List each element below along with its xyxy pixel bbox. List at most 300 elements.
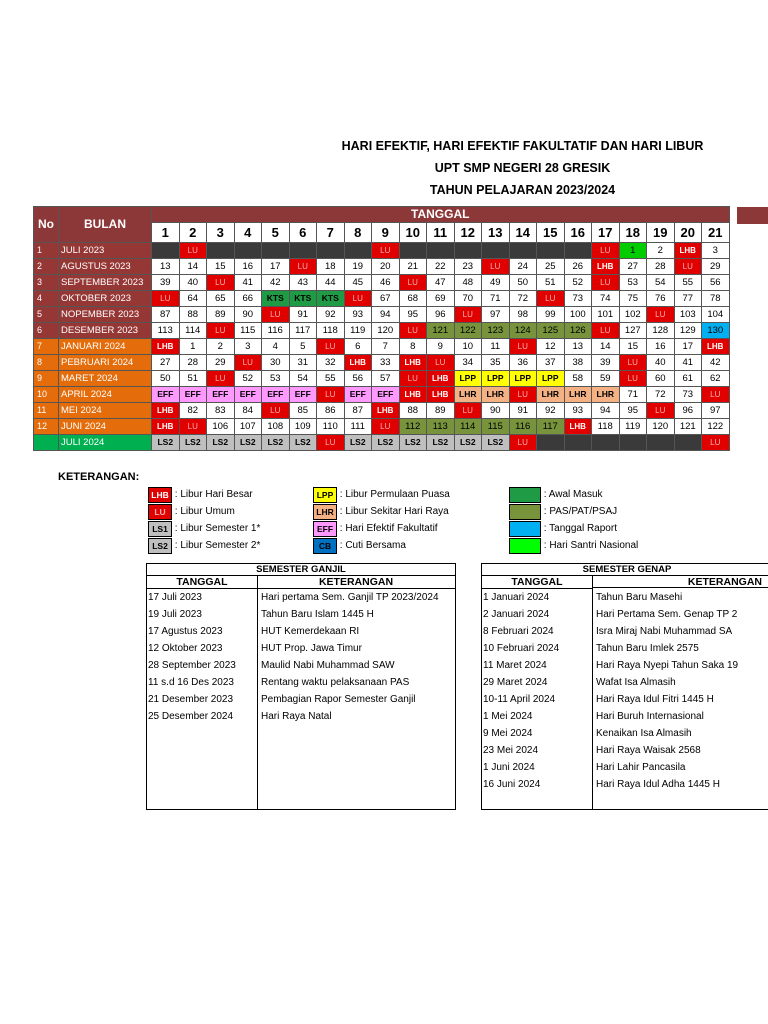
sem-desc: Hari Lahir Pancasila: [596, 762, 686, 773]
doc-title-line2: UPT SMP NEGERI 28 GRESIK: [434, 161, 611, 175]
day-cell: LS2: [399, 435, 427, 451]
table-row: [34, 307, 730, 323]
day-cell: EFF: [152, 387, 180, 403]
row-no: 3: [34, 275, 59, 291]
day-cell: 53: [262, 371, 290, 387]
sem-desc: Hari Raya Waisak 2568: [596, 745, 701, 756]
day-cell: 16: [647, 339, 675, 355]
day-cell: LU: [537, 291, 565, 307]
day-cell: 68: [399, 291, 427, 307]
sem-date: 19 Juli 2023: [148, 609, 202, 620]
day-cell: LS2: [207, 435, 235, 451]
day-cell: 83: [207, 403, 235, 419]
sem-desc: HUT Prop. Jawa Timur: [261, 643, 362, 654]
sem-desc: Hari Raya Natal: [261, 711, 332, 722]
day-cell: 119: [344, 323, 372, 339]
legend-label: : Libur Permulaan Puasa: [337, 489, 450, 500]
day-cell: 60: [647, 371, 675, 387]
day-number-5: 5: [262, 223, 290, 243]
day-cell: 115: [234, 323, 262, 339]
day-cell: 67: [372, 291, 400, 307]
sem-date: 25 Desember 2024: [148, 711, 234, 722]
day-cell: 97: [482, 307, 510, 323]
legend-swatch: LHR: [313, 504, 337, 520]
legend-label: : PAS/PAT/PSAJ: [541, 506, 618, 517]
day-cell: LPP: [482, 371, 510, 387]
day-cell: LPP: [509, 371, 537, 387]
legend-item: [509, 521, 617, 537]
day-cell: 56: [702, 275, 730, 291]
day-cell: 42: [702, 355, 730, 371]
day-cell: 125: [537, 323, 565, 339]
row-month: JULI 2023: [59, 243, 152, 259]
row-no: 8: [34, 355, 59, 371]
day-cell: 10: [454, 339, 482, 355]
day-cell: LHB: [427, 387, 455, 403]
table-row: [34, 403, 730, 419]
day-cell: 126: [564, 323, 592, 339]
day-cell: 114: [179, 323, 207, 339]
day-cell: 54: [647, 275, 675, 291]
day-cell: LHB: [399, 387, 427, 403]
day-cell: [619, 435, 647, 451]
day-cell: LU: [509, 387, 537, 403]
day-cell: [454, 243, 482, 259]
sem-desc: Hari Raya Idul Fitri 1445 H: [596, 694, 714, 705]
semester-genap-title: SEMESTER GENAP: [482, 564, 768, 576]
day-cell: LU: [702, 435, 730, 451]
day-cell: EFF: [289, 387, 317, 403]
day-cell: 77: [674, 291, 702, 307]
day-cell: LU: [207, 371, 235, 387]
day-cell: 29: [702, 259, 730, 275]
day-cell: 78: [702, 291, 730, 307]
day-cell: 124: [509, 323, 537, 339]
day-cell: LU: [482, 259, 510, 275]
day-cell: LHR: [454, 387, 482, 403]
day-cell: LU: [207, 275, 235, 291]
day-cell: LU: [427, 355, 455, 371]
row-no: 10: [34, 387, 59, 403]
sem-desc: Tahun Baru Imlek 2575: [596, 643, 699, 654]
semester-ganjil-table: [146, 563, 456, 810]
day-cell: 37: [537, 355, 565, 371]
day-cell: 111: [344, 419, 372, 435]
day-cell: 71: [619, 387, 647, 403]
sem-desc: Hari pertama Sem. Ganjil TP 2023/2024: [261, 592, 439, 603]
day-cell: 76: [647, 291, 675, 307]
day-cell: LU: [619, 355, 647, 371]
day-cell: LU: [509, 435, 537, 451]
col-tanggal-header: TANGGAL: [152, 207, 730, 223]
sem-desc: Tahun Baru Masehi: [596, 592, 683, 603]
doc-title-line3: TAHUN PELAJARAN 2023/2024: [429, 183, 616, 197]
sem-date: 16 Juni 2024: [483, 779, 541, 790]
row-no: 7: [34, 339, 59, 355]
row-month: JULI 2024: [59, 435, 152, 451]
day-cell: LU: [372, 243, 400, 259]
day-cell: LHR: [592, 387, 620, 403]
day-cell: 28: [179, 355, 207, 371]
day-cell: 73: [564, 291, 592, 307]
table-row: [34, 291, 730, 307]
sem-desc: Kenaikan Isa Almasih: [596, 728, 692, 739]
day-cell: LHB: [427, 371, 455, 387]
day-cell: 110: [317, 419, 345, 435]
day-number-2: 2: [179, 223, 207, 243]
sem-desc: Maulid Nabi Muhammad SAW: [261, 660, 395, 671]
sem-desc: Isra Miraj Nabi Muhammad SA: [596, 626, 733, 637]
day-cell: 2: [207, 339, 235, 355]
day-cell: LU: [344, 291, 372, 307]
day-cell: 86: [317, 403, 345, 419]
day-cell: 46: [372, 275, 400, 291]
day-number-19: 19: [647, 223, 675, 243]
legend-label: : Awal Masuk: [541, 489, 603, 500]
day-cell: 103: [674, 307, 702, 323]
day-cell: 100: [564, 307, 592, 323]
day-number-6: 6: [289, 223, 317, 243]
day-cell: 31: [289, 355, 317, 371]
sem-date: 9 Mei 2024: [483, 728, 533, 739]
day-cell: 112: [399, 419, 427, 435]
day-cell: [509, 243, 537, 259]
day-cell: [152, 243, 180, 259]
day-cell: KTS: [317, 291, 345, 307]
day-cell: 19: [344, 259, 372, 275]
day-cell: 98: [509, 307, 537, 323]
legend-item: [148, 504, 235, 520]
day-cell: LU: [619, 371, 647, 387]
sem-date: 28 September 2023: [148, 660, 236, 671]
day-cell: 36: [509, 355, 537, 371]
day-cell: 2: [647, 243, 675, 259]
day-number-20: 20: [674, 223, 702, 243]
legend-label: : Libur Sekitar Hari Raya: [337, 506, 449, 517]
day-cell: 122: [454, 323, 482, 339]
day-cell: 4: [262, 339, 290, 355]
sem-date: 12 Oktober 2023: [148, 643, 223, 654]
sem-desc: Hari Raya Idul Adha 1445 H: [596, 779, 720, 790]
day-cell: 52: [564, 275, 592, 291]
col-bulan-header: BULAN: [59, 207, 152, 243]
day-cell: 15: [207, 259, 235, 275]
day-cell: LU: [179, 419, 207, 435]
table-row: [34, 323, 730, 339]
day-cell: 121: [674, 419, 702, 435]
day-number-3: 3: [207, 223, 235, 243]
day-cell: 88: [179, 307, 207, 323]
day-cell: 89: [207, 307, 235, 323]
sem-date: 8 Februari 2024: [483, 626, 554, 637]
day-cell: 27: [152, 355, 180, 371]
table-row: [34, 419, 730, 435]
day-cell: LS2: [289, 435, 317, 451]
day-cell: 57: [372, 371, 400, 387]
day-cell: 42: [262, 275, 290, 291]
day-cell: 18: [317, 259, 345, 275]
row-month: APRIL 2024: [59, 387, 152, 403]
day-cell: LU: [647, 307, 675, 323]
sem-desc: Hari Pertama Sem. Genap TP 2: [596, 609, 738, 620]
day-cell: 32: [317, 355, 345, 371]
day-cell: 118: [317, 323, 345, 339]
day-cell: 47: [427, 275, 455, 291]
day-cell: LHB: [152, 403, 180, 419]
genap-col-tanggal: TANGGAL: [482, 576, 592, 589]
day-cell: LU: [592, 323, 620, 339]
legend-swatch: LS2: [148, 538, 172, 554]
day-cell: 53: [619, 275, 647, 291]
day-cell: [427, 243, 455, 259]
day-cell: 71: [482, 291, 510, 307]
table-row: [34, 355, 730, 371]
legend-label: : Libur Hari Besar: [172, 489, 253, 500]
day-cell: 14: [179, 259, 207, 275]
day-cell: 66: [234, 291, 262, 307]
day-cell: 13: [564, 339, 592, 355]
day-cell: LU: [207, 323, 235, 339]
day-cell: 45: [344, 275, 372, 291]
day-cell: 55: [674, 275, 702, 291]
day-cell: 107: [234, 419, 262, 435]
day-cell: 1: [179, 339, 207, 355]
day-cell: 41: [674, 355, 702, 371]
legend-item: [509, 487, 603, 503]
day-cell: LU: [702, 387, 730, 403]
day-cell: 116: [509, 419, 537, 435]
day-cell: 114: [454, 419, 482, 435]
day-cell: 116: [262, 323, 290, 339]
day-number-13: 13: [482, 223, 510, 243]
day-cell: 91: [289, 307, 317, 323]
day-cell: 62: [702, 371, 730, 387]
sem-date: 11 Maret 2024: [483, 660, 547, 671]
day-cell: 41: [234, 275, 262, 291]
row-month: MEI 2024: [59, 403, 152, 419]
day-cell: LHB: [152, 339, 180, 355]
day-cell: KTS: [262, 291, 290, 307]
row-month: SEPTEMBER 2023: [59, 275, 152, 291]
sem-date: 29 Maret 2024: [483, 677, 548, 688]
day-cell: 89: [427, 403, 455, 419]
day-cell: 20: [372, 259, 400, 275]
legend-swatch: [509, 504, 541, 520]
keterangan-title: KETERANGAN:: [58, 471, 140, 483]
row-month: OKTOBER 2023: [59, 291, 152, 307]
day-cell: 118: [592, 419, 620, 435]
day-cell: 90: [234, 307, 262, 323]
row-month: AGUSTUS 2023: [59, 259, 152, 275]
day-cell: 102: [619, 307, 647, 323]
day-cell: LS2: [454, 435, 482, 451]
table-row: [34, 243, 730, 259]
day-cell: 33: [372, 355, 400, 371]
doc-title-line1: HARI EFEKTIF, HARI EFEKTIF FAKULTATIF DAN HARI LIBUR: [341, 139, 704, 153]
day-cell: 113: [427, 419, 455, 435]
day-cell: 64: [179, 291, 207, 307]
day-cell: 120: [372, 323, 400, 339]
day-cell: 17: [262, 259, 290, 275]
row-month: MARET 2024: [59, 371, 152, 387]
legend-label: : Libur Semester 2*: [172, 540, 261, 551]
day-cell: 51: [179, 371, 207, 387]
day-cell: EFF: [234, 387, 262, 403]
day-cell: LHB: [152, 419, 180, 435]
day-cell: 117: [289, 323, 317, 339]
day-cell: 120: [647, 419, 675, 435]
day-cell: 97: [702, 403, 730, 419]
day-cell: 95: [399, 307, 427, 323]
legend-label: : Libur Umum: [172, 506, 235, 517]
day-cell: 123: [482, 323, 510, 339]
day-cell: 6: [344, 339, 372, 355]
day-cell: 5: [289, 339, 317, 355]
day-number-9: 9: [372, 223, 400, 243]
day-cell: LHR: [482, 387, 510, 403]
day-cell: 129: [674, 323, 702, 339]
day-number-7: 7: [317, 223, 345, 243]
legend-item: [313, 504, 449, 520]
row-no: 6: [34, 323, 59, 339]
day-cell: 115: [482, 419, 510, 435]
day-cell: LU: [317, 387, 345, 403]
legend-swatch: LS1: [148, 521, 172, 537]
row-month: PEBRUARI 2024: [59, 355, 152, 371]
day-cell: 99: [537, 307, 565, 323]
day-cell: 40: [647, 355, 675, 371]
day-cell: 3: [702, 243, 730, 259]
legend-item: [509, 504, 617, 520]
row-no: 9: [34, 371, 59, 387]
day-cell: 15: [619, 339, 647, 355]
ganjil-col-keterangan: KETERANGAN: [257, 576, 455, 589]
day-cell: 101: [592, 307, 620, 323]
day-cell: LU: [454, 307, 482, 323]
day-cell: 14: [592, 339, 620, 355]
day-cell: 82: [179, 403, 207, 419]
day-cell: LU: [152, 291, 180, 307]
day-cell: 127: [619, 323, 647, 339]
day-cell: LU: [592, 275, 620, 291]
day-cell: 69: [427, 291, 455, 307]
day-cell: LU: [289, 259, 317, 275]
day-cell: LS2: [427, 435, 455, 451]
day-cell: 84: [234, 403, 262, 419]
day-cell: 9: [427, 339, 455, 355]
day-cell: 65: [207, 291, 235, 307]
day-cell: LS2: [262, 435, 290, 451]
ganjil-col-tanggal: TANGGAL: [147, 576, 257, 589]
day-number-11: 11: [427, 223, 455, 243]
day-cell: LS2: [372, 435, 400, 451]
day-cell: 92: [317, 307, 345, 323]
day-cell: LU: [262, 403, 290, 419]
legend-item: [313, 538, 406, 554]
table-row: [34, 259, 730, 275]
day-cell: 117: [537, 419, 565, 435]
day-cell: LU: [399, 371, 427, 387]
day-cell: 91: [509, 403, 537, 419]
legend-swatch: CB: [313, 538, 337, 554]
day-cell: LU: [454, 403, 482, 419]
sem-date: 11 s.d 16 Des 2023: [148, 677, 234, 688]
day-cell: 108: [262, 419, 290, 435]
day-cell: 87: [152, 307, 180, 323]
day-cell: 72: [509, 291, 537, 307]
day-cell: LS2: [152, 435, 180, 451]
day-cell: 48: [454, 275, 482, 291]
day-cell: LS2: [234, 435, 262, 451]
day-cell: 93: [344, 307, 372, 323]
day-cell: 128: [647, 323, 675, 339]
day-cell: 35: [482, 355, 510, 371]
tanggal-header-tail: [737, 207, 768, 224]
day-cell: 40: [179, 275, 207, 291]
day-cell: [482, 243, 510, 259]
legend-item: [148, 538, 260, 554]
col-no-header: No: [34, 207, 59, 243]
day-cell: 92: [537, 403, 565, 419]
row-no: 2: [34, 259, 59, 275]
sem-date: 1 Mei 2024: [483, 711, 533, 722]
day-cell: EFF: [262, 387, 290, 403]
row-no: 4: [34, 291, 59, 307]
day-cell: 29: [207, 355, 235, 371]
day-cell: 70: [454, 291, 482, 307]
row-no: 1: [34, 243, 59, 259]
row-no: 11: [34, 403, 59, 419]
legend-item: [313, 487, 450, 503]
table-row: [34, 371, 730, 387]
day-cell: LHR: [537, 387, 565, 403]
genap-col-keterangan: KETERANGAN: [592, 576, 768, 588]
legend-item: [148, 487, 253, 503]
legend-swatch: LU: [148, 504, 172, 520]
legend-swatch: LHB: [148, 487, 172, 503]
day-cell: 73: [674, 387, 702, 403]
sem-date: 1 Juni 2024: [483, 762, 535, 773]
day-cell: [289, 243, 317, 259]
day-number-14: 14: [509, 223, 537, 243]
legend-swatch: EFF: [313, 521, 337, 537]
day-cell: LU: [317, 435, 345, 451]
day-cell: LS2: [482, 435, 510, 451]
day-cell: LU: [399, 323, 427, 339]
semester-ganjil-title: SEMESTER GANJIL: [147, 564, 455, 576]
day-cell: LPP: [537, 371, 565, 387]
day-cell: 94: [372, 307, 400, 323]
table-row: [34, 387, 730, 403]
day-cell: 104: [702, 307, 730, 323]
day-cell: LU: [647, 403, 675, 419]
day-cell: LPP: [454, 371, 482, 387]
day-cell: 34: [454, 355, 482, 371]
day-cell: 23: [454, 259, 482, 275]
sem-desc: Tahun Baru Islam 1445 H: [261, 609, 374, 620]
legend-swatch: LPP: [313, 487, 337, 503]
day-cell: LHB: [399, 355, 427, 371]
legend-label: : Tanggal Raport: [541, 523, 617, 534]
day-cell: 8: [399, 339, 427, 355]
day-cell: 49: [482, 275, 510, 291]
day-number-12: 12: [454, 223, 482, 243]
day-number-17: 17: [592, 223, 620, 243]
day-cell: 55: [317, 371, 345, 387]
sem-desc: Hari Buruh Internasional: [596, 711, 704, 722]
day-cell: LU: [674, 259, 702, 275]
day-cell: EFF: [179, 387, 207, 403]
